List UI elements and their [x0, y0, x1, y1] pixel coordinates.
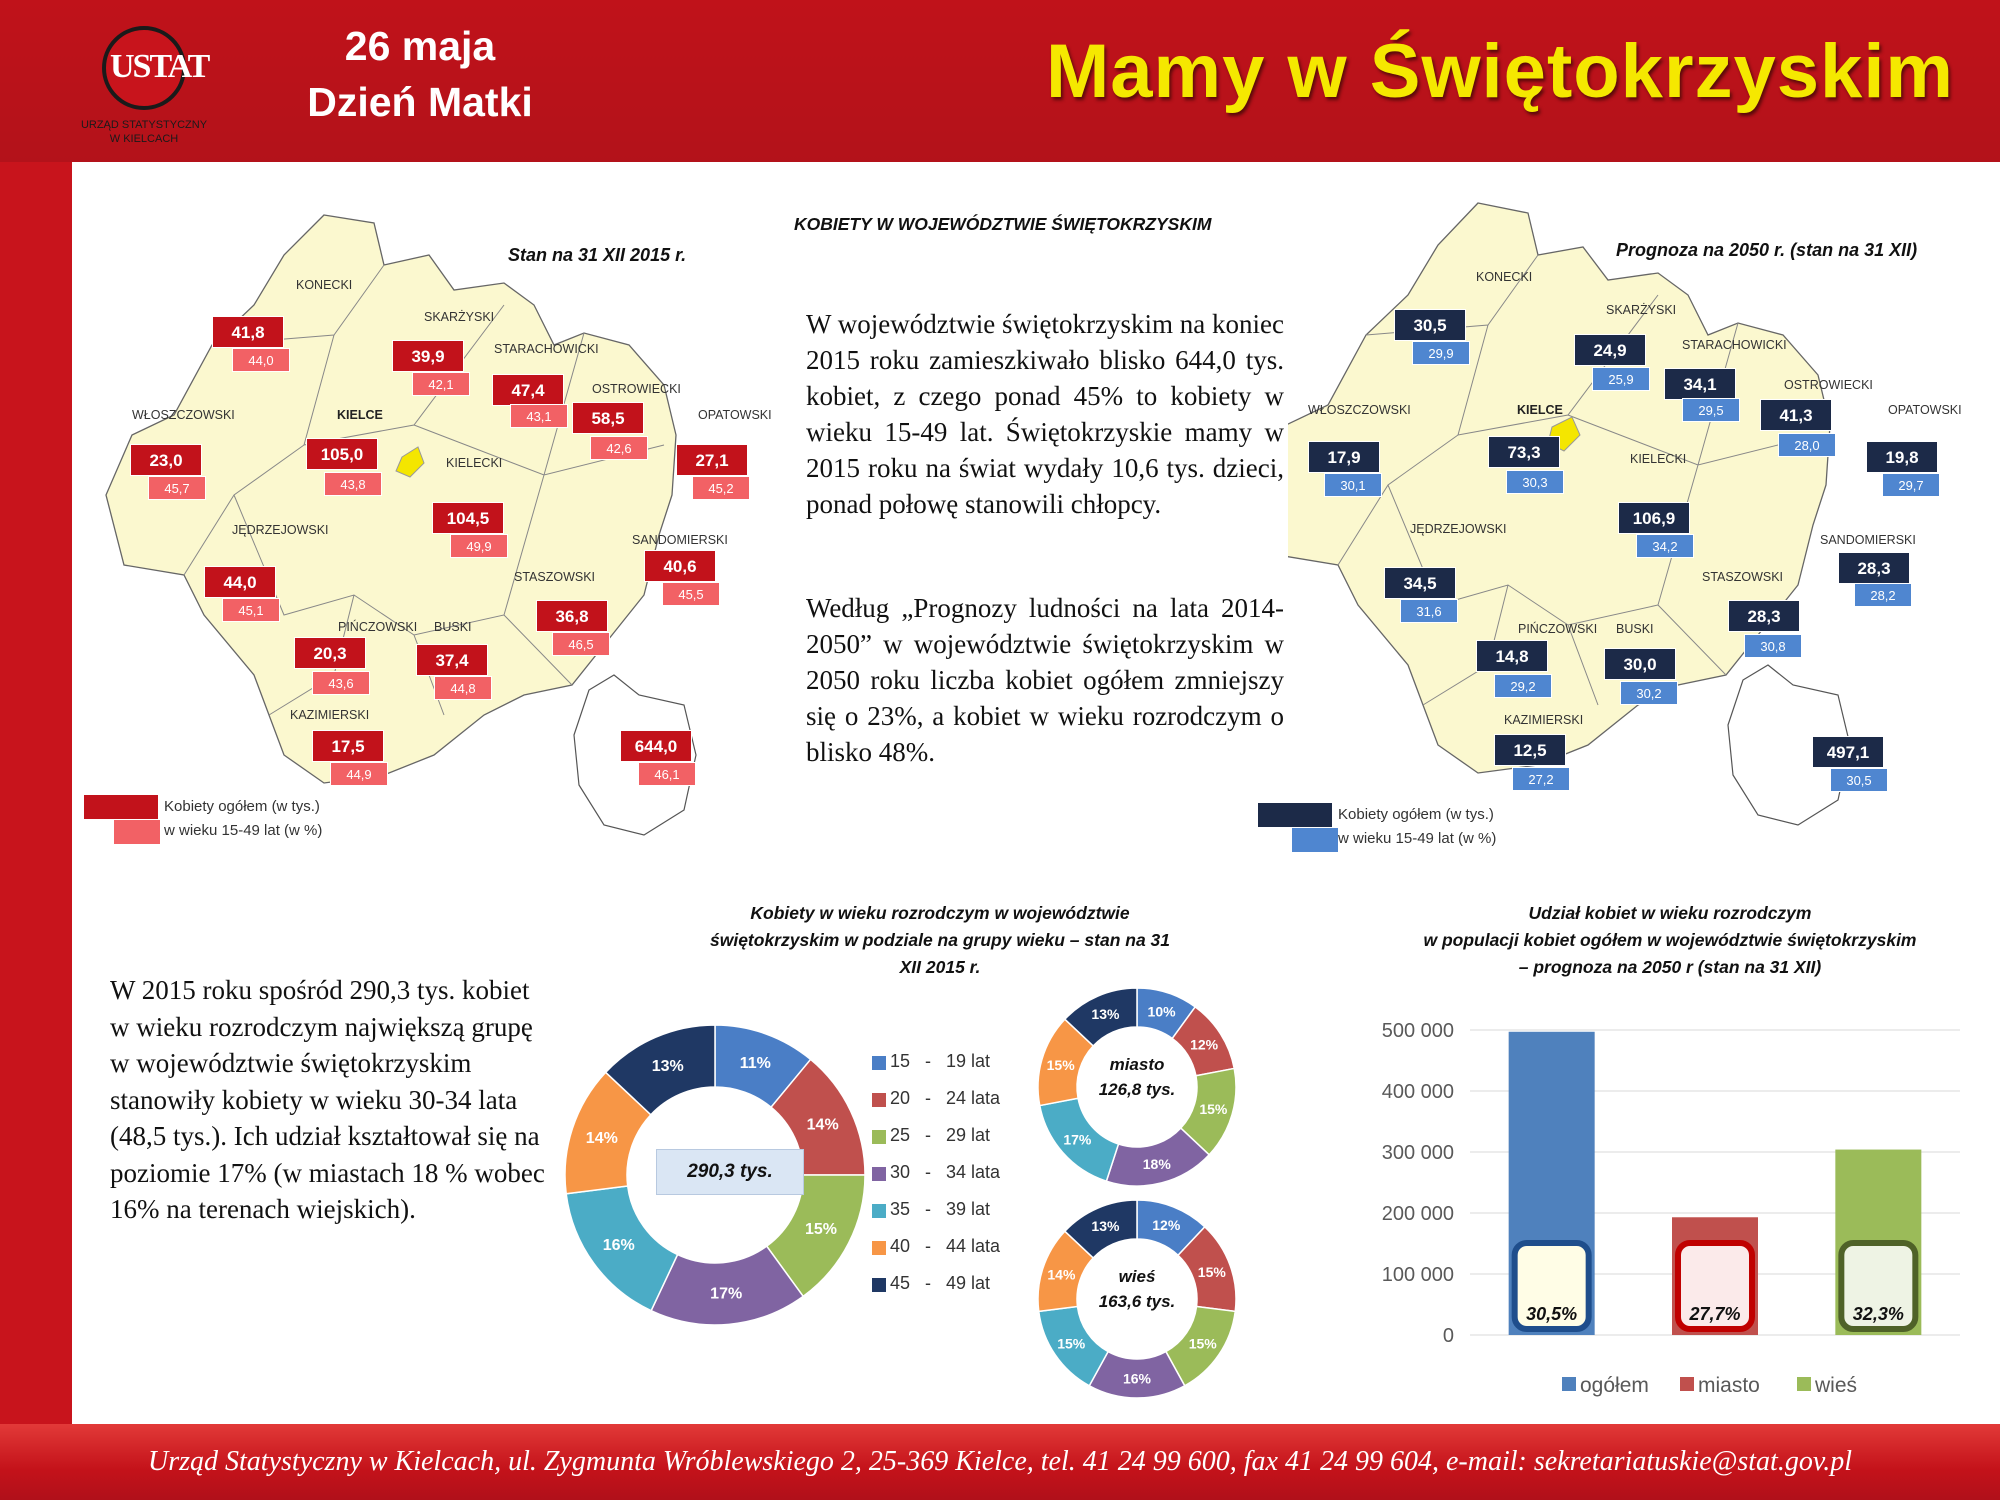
value-skarzyski-share-2050: 25,9	[1592, 367, 1650, 391]
logo-caption-line-1: URZĄD STATYSTYCZNY	[80, 119, 208, 131]
region-name-kazimierski: KAZIMIERSKI	[290, 708, 370, 722]
donut-city-label-3: 18%	[1142, 1156, 1171, 1173]
value-konecki-share-2050: 29,9	[1412, 341, 1470, 365]
value-starachowicki-total-2050: 34,1	[1664, 368, 1736, 400]
value-kazimierski-total: 17,5	[312, 730, 384, 762]
bar-ytick-2: 200 000	[1381, 1203, 1454, 1225]
donut-main-label-4: 16%	[602, 1236, 635, 1254]
value-wloszczowski-share: 45,7	[148, 476, 206, 500]
date-heading	[275, 18, 565, 130]
legend-swatch-30-34	[872, 1167, 886, 1181]
donut-village-label-4: 15%	[1057, 1335, 1086, 1352]
region-name-kielecki: KIELECKI	[446, 456, 503, 470]
bar-legend-swatch-wieś	[1797, 1377, 1811, 1391]
logo	[78, 22, 210, 152]
donut-main-label-6: 13%	[651, 1057, 684, 1075]
value-sandomierski-share-2050: 28,2	[1854, 583, 1912, 607]
value-sandomierski-total: 40,6	[644, 550, 716, 582]
region-name-ostrowiecki: OSTROWIECKI	[592, 382, 681, 396]
donut-city-label-6: 13%	[1091, 1006, 1120, 1023]
legend-label-20-24: 20 - 24 lata	[890, 1088, 1001, 1108]
logo-caption-line-2: W KIELCACH	[109, 133, 179, 145]
bar-chart-title-line-2: w populacji kobiet ogółem w województwie świętokrzyskim	[1423, 930, 1917, 950]
map-2015-title: Stan na 31 XII 2015 r.	[508, 245, 687, 265]
value-jedrzejowski-share: 45,1	[222, 598, 280, 622]
region-name-jedrzejowski: JĘDRZEJOWSKI	[232, 523, 329, 537]
region-name-buski-2050: BUSKI	[1616, 622, 1654, 636]
value-starachowicki-share: 43,1	[510, 404, 568, 428]
paragraph-2: Według „Prognozy ludności na lata 2014-2050” w województwie świętokrzyskim w 2050 roku liczba kobiet ogółem zmniejszy się o 23%, a kobiet w wieku rozrodczym o blisko 48%.	[806, 593, 1284, 767]
legend-swatch-35-39	[872, 1204, 886, 1218]
bar-chart-legend	[1562, 1374, 1857, 1397]
region-name-sandomierski: SANDOMIERSKI	[632, 533, 728, 547]
region-name-kielecki-2050: KIELECKI	[1630, 452, 1687, 466]
donut-city-label-2: 15%	[1199, 1101, 1228, 1118]
region-name-konecki: KONECKI	[296, 278, 353, 292]
region-name-kielce: KIELCE	[337, 408, 383, 422]
region-name-konecki-2050: KONECKI	[1476, 270, 1533, 284]
region-name-kazimierski-2050: KAZIMIERSKI	[1504, 713, 1584, 727]
region-name-kielce-2050: KIELCE	[1517, 403, 1563, 417]
region-name-pinczowski-2050: PIŃCZOWSKI	[1518, 622, 1598, 636]
donut-city-label-1: 12%	[1190, 1036, 1219, 1053]
value-kielce-total: 105,0	[306, 438, 378, 470]
donut-main-label-0: 11%	[739, 1055, 771, 1073]
bar-ytick-3: 300 000	[1381, 1142, 1454, 1164]
header-banner	[0, 0, 2000, 162]
legend-swatch-share-2050	[1292, 828, 1338, 852]
legend-swatch-share-2015	[114, 820, 160, 844]
value-jedrzejowski-share-2050: 31,6	[1400, 599, 1458, 623]
value-kielce-total-2050: 73,3	[1488, 436, 1560, 468]
value-kielecki-total-2050: 106,9	[1618, 502, 1690, 534]
value-ostrowiecki-total: 58,5	[572, 402, 644, 434]
region-name-staszowski-2050: STASZOWSKI	[1702, 570, 1784, 584]
map-2050-title: Prognoza na 2050 r. (stan na 31 XII)	[1616, 240, 1918, 260]
value-wloszczowski-share-2050: 30,1	[1324, 473, 1382, 497]
donut-village-label-1: 15%	[1197, 1264, 1226, 1281]
legend-swatch-15-19	[872, 1056, 886, 1070]
value-opatowski-share-2050: 29,7	[1882, 473, 1940, 497]
legend-label-40-44: 40 - 44 lata	[890, 1236, 1001, 1256]
logo-caption	[78, 118, 210, 146]
bar-ytick-0: 0	[1442, 1325, 1454, 1347]
value-staszowski-share: 46,5	[552, 632, 610, 656]
value-pinczowski-share-2050: 29,2	[1494, 674, 1552, 698]
region-name-wloszczowski: WŁOSZCZOWSKI	[132, 408, 235, 422]
legend-label-30-34: 30 - 34 lata	[890, 1162, 1001, 1182]
region-name-sandomierski-2050: SANDOMIERSKI	[1820, 533, 1916, 547]
legend-swatch-25-29	[872, 1130, 886, 1144]
center-heading: KOBIETY W WOJEWÓDZTWIE ŚWIĘTOKRZYSKIM	[794, 214, 1212, 234]
donut-city-center-line-1: miasto	[1109, 1055, 1165, 1074]
value-buski-total: 37,4	[416, 644, 488, 676]
value-pinczowski-total-2050: 14,8	[1476, 640, 1548, 672]
legend-share-2015: w wieku 15-49 lat (w %)	[164, 822, 323, 839]
bar-chart	[1340, 1000, 2000, 1420]
value-starachowicki-total: 47,4	[492, 374, 564, 406]
value-konecki-total: 41,8	[212, 316, 284, 348]
bar-legend-label-ogółem: ogółem	[1580, 1374, 1649, 1397]
paragraph-1: W województwie świętokrzyskim na koniec 2015 roku zamieszkiwało blisko 644,0 tys. kobiet, z czego ponad 45% to kobiety w wieku 15-49 lat. Świętokrzyskie mamy w 2015 roku na świat wydały 10,6 tys. dzieci, ponad połowę stanowili chłopcy.	[806, 309, 1284, 519]
bar-share-label-ogółem: 30,5%	[1526, 1304, 1578, 1324]
donut-main-label-1: 14%	[806, 1116, 839, 1134]
donut-chart-title: Kobiety w wieku rozrodczym w województwie świętokrzyskim w podziale na grupy wieku – stan na 31 XII 2015 r.	[709, 903, 1171, 977]
value-wloszczowski-total: 23,0	[130, 444, 202, 476]
donut-city-label-5: 15%	[1046, 1056, 1075, 1073]
bar-chart-bars	[1509, 1032, 1922, 1335]
bar-share-label-miasto: 27,7%	[1689, 1304, 1741, 1324]
region-name-ostrowiecki-2050: OSTROWIECKI	[1784, 378, 1873, 392]
donut-main-center-label: 290,3 tys.	[656, 1149, 804, 1195]
value-starachowicki-share-2050: 29,5	[1682, 398, 1740, 422]
value-pinczowski-total: 20,3	[294, 637, 366, 669]
value-skarzyski-share: 42,1	[412, 372, 470, 396]
value-ostrowiecki-share-2050: 28,0	[1778, 433, 1836, 457]
region-name-buski: BUSKI	[434, 620, 472, 634]
donut-city-label-4: 17%	[1063, 1131, 1092, 1148]
bar-ytick-4: 400 000	[1381, 1081, 1454, 1103]
legend-swatch-total-2015	[84, 795, 158, 819]
value-ostrowiecki-total-2050: 41,3	[1760, 399, 1832, 431]
logo-mark: USTAT	[110, 48, 209, 85]
value-wloszczowski-total-2050: 17,9	[1308, 441, 1380, 473]
bar-legend-swatch-ogółem	[1562, 1377, 1576, 1391]
value-opatowski-total: 27,1	[676, 444, 748, 476]
region-name-opatowski-2050: OPATOWSKI	[1888, 403, 1962, 417]
value-kazimierski-total-2050: 12,5	[1494, 734, 1566, 766]
bar-legend-swatch-miasto	[1680, 1377, 1694, 1391]
bar-ytick-5: 500 000	[1381, 1020, 1454, 1042]
bar-chart-title	[1340, 900, 2000, 981]
donut-village-center-line-1: wieś	[1118, 1267, 1156, 1286]
donut-village-center-line-2: 163,6 tys.	[1098, 1292, 1176, 1311]
value-voivodeship-share: 46,1	[638, 762, 696, 786]
value-kielce-share-2050: 30,3	[1506, 470, 1564, 494]
legend-share-2050: w wieku 15-49 lat (w %)	[1338, 830, 1497, 847]
value-buski-total-2050: 30,0	[1604, 648, 1676, 680]
value-jedrzejowski-total: 44,0	[204, 566, 276, 598]
region-name-skarzyski: SKARŻYSKI	[424, 310, 495, 324]
value-opatowski-share: 45,2	[692, 476, 750, 500]
legend-swatch-20-24	[872, 1093, 886, 1107]
value-konecki-share: 44,0	[232, 348, 290, 372]
region-name-opatowski: OPATOWSKI	[698, 408, 772, 422]
value-pinczowski-share: 43,6	[312, 671, 370, 695]
legend-swatch-40-44	[872, 1241, 886, 1255]
region-name-starachowicki: STARACHOWICKI	[494, 342, 599, 356]
bar-ytick-1: 100 000	[1381, 1264, 1454, 1286]
region-name-jedrzejowski-2050: JĘDRZEJOWSKI	[1410, 522, 1507, 536]
region-name-starachowicki-2050: STARACHOWICKI	[1682, 338, 1787, 352]
value-sandomierski-share: 45,5	[662, 582, 720, 606]
value-jedrzejowski-total-2050: 34,5	[1384, 567, 1456, 599]
bar-share-label-wieś: 32,3%	[1852, 1304, 1904, 1324]
date-line-2: Dzień Matki	[307, 79, 533, 125]
value-opatowski-total-2050: 19,8	[1866, 441, 1938, 473]
value-voivodeship-total-2050: 497,1	[1812, 736, 1884, 768]
donut-main-label-3: 17%	[710, 1285, 743, 1303]
value-kielecki-share-2050: 34,2	[1636, 534, 1694, 558]
donut-village-center-label	[1092, 1264, 1182, 1314]
footer-contact: Urząd Statystyczny w Kielcach, ul. Zygmunta Wróblewskiego 2, 25-369 Kielce, tel. 41 24 99 600, fax 41 24 99 604, e-mail: sekretariatuskie@stat.gov.pl	[148, 1446, 1852, 1477]
value-kazimierski-share-2050: 27,2	[1512, 767, 1570, 791]
value-kazimierski-share: 44,9	[330, 762, 388, 786]
donut-village-label-0: 12%	[1152, 1217, 1181, 1234]
value-skarzyski-total-2050: 24,9	[1574, 334, 1646, 366]
legend-label-35-39: 35 - 39 lat	[890, 1199, 991, 1219]
value-staszowski-share-2050: 30,8	[1744, 634, 1802, 658]
bar-legend-label-wieś: wieś	[1815, 1374, 1858, 1397]
donut-city-label-0: 10%	[1147, 1003, 1176, 1020]
donut-village-label-3: 16%	[1122, 1370, 1152, 1387]
value-staszowski-total: 36,8	[536, 600, 608, 632]
value-ostrowiecki-share: 42,6	[590, 436, 648, 460]
value-voivodeship-share-2050: 30,5	[1830, 768, 1888, 792]
value-staszowski-total-2050: 28,3	[1728, 600, 1800, 632]
region-name-wloszczowski-2050: WŁOSZCZOWSKI	[1308, 403, 1411, 417]
value-kielecki-share: 49,9	[450, 534, 508, 558]
bar-chart-title-line-3: – prognoza na 2050 r (stan na 31 XII)	[1518, 957, 1822, 977]
region-name-staszowski: STASZOWSKI	[514, 570, 596, 584]
value-konecki-total-2050: 30,5	[1394, 309, 1466, 341]
legend-label-45-49: 45 - 49 lat	[890, 1273, 991, 1293]
donut-city-center-label	[1092, 1052, 1182, 1102]
region-name-pinczowski: PIŃCZOWSKI	[338, 620, 418, 634]
value-buski-share: 44,8	[434, 676, 492, 700]
legend-label-15-19: 15 - 19 lat	[890, 1051, 991, 1071]
footer-bar	[0, 1424, 2000, 1500]
donut-village-label-5: 14%	[1047, 1266, 1076, 1283]
value-kielecki-total: 104,5	[432, 502, 504, 534]
region-name-skarzyski-2050: SKARŻYSKI	[1606, 303, 1677, 317]
bar-chart-title-line-1: Udział kobiet w wieku rozrodczym	[1528, 903, 1812, 923]
donut-main-label-5: 14%	[585, 1130, 618, 1148]
legend-swatch-total-2050	[1258, 803, 1332, 827]
paragraph-3: W 2015 roku spośród 290,3 tys. kobiet w wieku rozrodczym największą grupę w województwie świętokrzyskim stanowiły kobiety w wieku 30-34 lata (48,5 tys.). Ich udział kształtował się na poziomie 17% (w miastach 18 % wobec 16% na terenach wiejskich).	[110, 975, 545, 1224]
bar-legend-label-miasto: miasto	[1698, 1374, 1760, 1397]
donut-village-label-2: 15%	[1188, 1335, 1217, 1352]
legend-label-25-29: 25 - 29 lat	[890, 1125, 991, 1145]
donut-village-label-6: 13%	[1091, 1218, 1120, 1235]
legend-total-2015: Kobiety ogółem (w tys.)	[164, 798, 320, 815]
donut-city-center-line-2: 126,8 tys.	[1098, 1080, 1176, 1099]
value-buski-share-2050: 30,2	[1620, 681, 1678, 705]
donut-main-label-2: 15%	[805, 1221, 838, 1239]
legend-swatch-45-49	[872, 1278, 886, 1292]
value-kielce-share: 43,8	[324, 472, 382, 496]
page-title: Mamy w Świętokrzyskim	[1045, 29, 1955, 114]
value-skarzyski-total: 39,9	[392, 340, 464, 372]
legend-total-2050: Kobiety ogółem (w tys.)	[1338, 806, 1494, 823]
value-sandomierski-total-2050: 28,3	[1838, 552, 1910, 584]
date-line-1: 26 maja	[344, 23, 496, 69]
value-voivodeship-total: 644,0	[620, 730, 692, 762]
